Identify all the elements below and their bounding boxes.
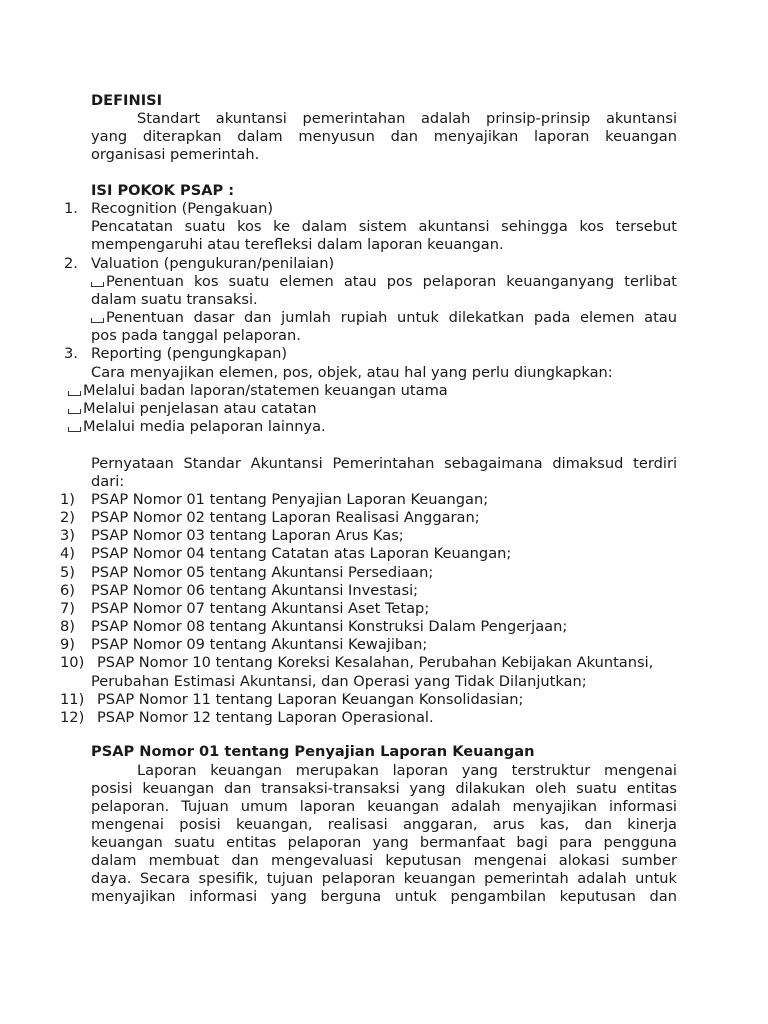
list-number: 3) — [60, 527, 75, 544]
definisi-line: yang diterapkan dalam menyusun dan menyajikan laporan keuangan — [91, 128, 677, 145]
bullet-icon — [91, 282, 104, 287]
list-number: 11) — [60, 691, 85, 708]
psap-list-item: PSAP Nomor 09 tentang Akuntansi Kewajiban; — [91, 636, 428, 653]
item-line: mempengaruhi atau terefleksi dalam laporan keuangan. — [91, 236, 504, 253]
psap01-line: Laporan keuangan merupakan laporan yang terstruktur mengenai — [137, 762, 677, 779]
list-number: 9) — [60, 636, 75, 653]
psap01-heading: PSAP Nomor 01 tentang Penyajian Laporan Keuangan — [91, 743, 535, 760]
psap-list-item: PSAP Nomor 12 tentang Laporan Operasional. — [97, 709, 434, 726]
psap-list-item: PSAP Nomor 05 tentang Akuntansi Persediaan; — [91, 564, 434, 581]
psap-list-item: PSAP Nomor 04 tentang Catatan atas Laporan Keuangan; — [91, 545, 512, 562]
bullet-item: Melalui badan laporan/statemen keuangan utama — [68, 382, 448, 400]
psap01-line: pelaporan. Tujuan umum laporan keuangan adalah menyajikan informasi — [91, 798, 677, 815]
list-number: 1. — [64, 200, 78, 217]
definisi-line: Standart akuntansi pemerintahan adalah prinsip-prinsip akuntansi — [137, 110, 677, 127]
bullet-item: Melalui media pelaporan lainnya. — [68, 418, 326, 436]
psap-list-item: PSAP Nomor 11 tentang Laporan Keuangan Konsolidasian; — [97, 691, 524, 708]
psap-list-item: PSAP Nomor 07 tentang Akuntansi Aset Tetap; — [91, 600, 430, 617]
item-line: Cara menyajikan elemen, pos, objek, atau hal yang perlu diungkapkan: — [91, 364, 613, 381]
list-number: 2) — [60, 509, 75, 526]
item-line: dalam suatu transaksi. — [91, 291, 258, 308]
bullet-item: Melalui penjelasan atau catatan — [68, 400, 317, 418]
definisi-heading: DEFINISI — [91, 92, 163, 109]
isi-pokok-heading: ISI POKOK PSAP : — [91, 182, 235, 199]
psap-list-item: PSAP Nomor 06 tentang Akuntansi Investasi; — [91, 582, 419, 599]
bullet-icon — [91, 318, 104, 323]
item-line: Pencatatan suatu kos ke dalam sistem akuntansi sehingga kos tersebut — [91, 218, 677, 235]
list-number: 3. — [64, 345, 78, 362]
item-title: Recognition (Pengakuan) — [91, 200, 274, 217]
list-number: 4) — [60, 545, 75, 562]
list-number: 2. — [64, 255, 78, 272]
list-number: 6) — [60, 582, 75, 599]
list-number: 7) — [60, 600, 75, 617]
pernyataan-line: Pernyataan Standar Akuntansi Pemerintahan sebagaimana dimaksud terdiri — [91, 455, 677, 472]
list-number: 5) — [60, 564, 75, 581]
psap01-line: dalam membuat dan mengevaluasi keputusan mengenai alokasi sumber — [91, 852, 677, 869]
bullet-icon — [68, 427, 81, 432]
list-number: 12) — [60, 709, 85, 726]
bullet-icon — [68, 391, 81, 396]
list-number: 10) — [60, 654, 85, 671]
psap01-line: keuangan suatu entitas pelaporan yang bermanfaat bagi para pengguna — [91, 834, 677, 851]
psap-list-item: PSAP Nomor 10 tentang Koreksi Kesalahan, Perubahan Kebijakan Akuntansi, — [97, 654, 654, 671]
psap-list-item: PSAP Nomor 08 tentang Akuntansi Konstruksi Dalam Pengerjaan; — [91, 618, 568, 635]
psap01-line: posisi keuangan dan transaksi-transaksi yang dilakukan oleh suatu entitas — [91, 780, 677, 797]
item-line: Penentuan dasar dan jumlah rupiah untuk dilekatkan pada elemen atau — [91, 309, 677, 327]
psap-list-item: PSAP Nomor 02 tentang Laporan Realisasi Anggaran; — [91, 509, 480, 526]
definisi-line: organisasi pemerintah. — [91, 146, 260, 163]
item-line: Penentuan kos suatu elemen atau pos pelaporan keuanganyang terlibat — [91, 273, 677, 291]
item-title: Valuation (pengukuran/penilaian) — [91, 255, 335, 272]
psap01-line: daya. Secara spesifik, tujuan pelaporan keuangan pemerintah adalah untuk — [91, 870, 677, 887]
psap-list-item: PSAP Nomor 01 tentang Penyajian Laporan Keuangan; — [91, 491, 489, 508]
psap-list-item: PSAP Nomor 03 tentang Laporan Arus Kas; — [91, 527, 404, 544]
psap01-line: mengenai posisi keuangan, realisasi anggaran, arus kas, dan kinerja — [91, 816, 677, 833]
psap-list-item: Perubahan Estimasi Akuntansi, dan Operasi yang Tidak Dilanjutkan; — [91, 673, 587, 690]
item-title: Reporting (pengungkapan) — [91, 345, 288, 362]
psap01-line: menyajikan informasi yang berguna untuk pengambilan keputusan dan — [91, 888, 677, 905]
pernyataan-line: dari: — [91, 473, 125, 490]
item-line: pos pada tanggal pelaporan. — [91, 327, 301, 344]
bullet-icon — [68, 409, 81, 414]
list-number: 1) — [60, 491, 75, 508]
list-number: 8) — [60, 618, 75, 635]
